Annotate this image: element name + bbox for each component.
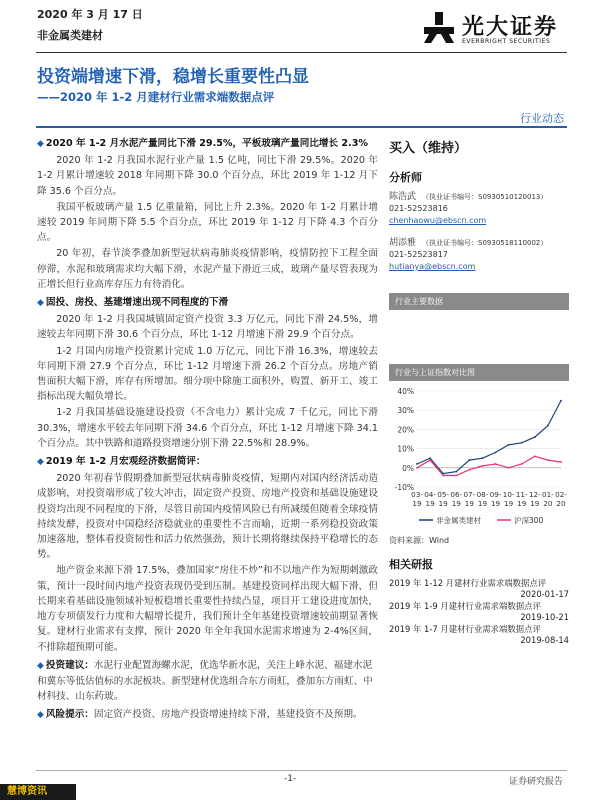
diamond-icon: ◆ bbox=[37, 660, 44, 671]
x-tick-label: 19 bbox=[517, 499, 527, 508]
body-paragraph: 地产资金来源下滑 17.5%，叠加国家“房住不炒”和不以地产作为短期刺激政策，预计一段时间内地产投资表现仍受到压制。基建投资同样出现大幅下滑，但长期来看基础设施领域补短板稳增长重要性持续凸显，项目开工建设进度加快，地方专项债发行力度和大幅增长提升，我们预计全年基建投资增速较前期显著恢复。建材行业需求有支撑，预计 2020 年全年我国水泥需求增速为 2-4%区间，不排除超预期可能。 bbox=[37, 565, 378, 653]
y-tick-label: 40% bbox=[397, 387, 414, 396]
analyst-name: 胡添雅 bbox=[389, 238, 417, 248]
y-tick-label: 10% bbox=[397, 444, 414, 454]
x-tick-label: 11- bbox=[515, 490, 528, 499]
header-divider bbox=[36, 52, 567, 53]
body-paragraph: 20 年初，春节淡季叠加新型冠状病毒肺炎疫情影响，疫情防控下工程全面停滞，水泥和玻璃需求均大幅下滑，水泥产量下滑近三成，玻璃产量尽管表现为正增长但行业高库存压力有待消化。 bbox=[37, 248, 378, 290]
data-point bbox=[455, 471, 457, 473]
title-divider bbox=[36, 126, 567, 128]
x-tick-label: 08- bbox=[476, 490, 489, 499]
related-report-link[interactable]: 2019 年 1-9 月建材行业需求端数据点评 bbox=[389, 601, 541, 611]
data-point bbox=[534, 455, 536, 457]
y-tick-label: -10% bbox=[394, 483, 414, 492]
data-point bbox=[429, 459, 431, 461]
body-paragraph: 1-2 月国内房地产投资累计完成 1.0 万亿元，同比下滑 16.3%，增速较去年同期下滑 27.9 个百分点，环比 1-12 月增速下滑 26.2 个百分点。房地产销售面积大幅下滑，库存有所增加。细分项中除施工面积外，购置、新开工、竣工指标出现大幅负增长。 bbox=[37, 345, 378, 403]
data-point bbox=[521, 463, 523, 465]
related-report-date: 2019-08-14 bbox=[520, 635, 569, 645]
section-heading: ◆ 风险提示：固定资产投资、房地产投资增速持续下滑，基建投资不及预期。 bbox=[37, 709, 363, 721]
comparison-chart bbox=[389, 383, 569, 533]
data-point bbox=[560, 400, 562, 402]
x-tick-label: 02- bbox=[555, 490, 567, 499]
data-point bbox=[416, 467, 418, 469]
x-tick-label: 04- bbox=[424, 490, 436, 499]
related-heading: 相关研报 bbox=[389, 558, 433, 571]
x-tick-label: 19 bbox=[464, 499, 474, 508]
rating-label: 买入（维持） bbox=[389, 141, 468, 156]
diamond-icon: ◆ bbox=[37, 710, 44, 721]
analyst-card bbox=[389, 237, 569, 273]
data-point bbox=[508, 444, 510, 446]
x-tick-label: 03- bbox=[411, 490, 423, 499]
x-tick-label: 19 bbox=[412, 499, 422, 508]
data-point bbox=[560, 461, 562, 463]
y-tick-label: 20% bbox=[397, 425, 414, 435]
diamond-icon: ◆ bbox=[37, 139, 44, 149]
x-tick-label: 19 bbox=[530, 499, 540, 508]
x-tick-label: 19 bbox=[438, 499, 448, 508]
x-tick-label: 20 bbox=[543, 499, 553, 508]
y-tick-label: 0% bbox=[402, 463, 414, 473]
sector-label: 非金属类建材 bbox=[37, 29, 103, 42]
chart-box-header: 行业与上证指数对比图 bbox=[389, 364, 569, 381]
body-paragraph: 2020 年 1-2 月我国城镇固定资产投资 3.3 万亿元，同比下滑 24.5%，增速较去年同期下滑 30.6 个百分点，环比 1-12 月增速下滑 29.9 个百分点。 bbox=[37, 314, 378, 341]
x-tick-label: 20 bbox=[556, 499, 566, 508]
analyst-card bbox=[389, 191, 569, 227]
data-point bbox=[508, 467, 510, 469]
analyst-phone: 021-52523816 bbox=[389, 204, 448, 213]
data-point bbox=[482, 465, 484, 467]
body-paragraph: 2020 年初春节假期叠加新型冠状病毒肺炎疫情，短期内对国内经济活动造成影响，对投资端形成了较大冲击，固定资产投资、房地产投资和基础设施建设投资均出现不同程度的下滑，尽管目前国内疫情风险已有所减缓但随着全球疫情持续发酵，投资对中国稳经济稳就业的重要性不言而喻，近期一系列稳投资政策加速落地，整体看投资韧性和活力依然强劲，预计长期将继续保持平稳增长的态势。 bbox=[37, 473, 378, 561]
data-point bbox=[534, 436, 536, 438]
x-tick-label: 01- bbox=[542, 490, 554, 499]
data-point bbox=[495, 463, 497, 465]
indicator-box-header: 行业主要数据 bbox=[389, 293, 569, 310]
analyst-phone: 021-52523817 bbox=[389, 250, 448, 259]
analyst-license: （执业证书编号：S0930518110002） bbox=[422, 239, 548, 247]
broker-logo bbox=[422, 10, 572, 50]
broker-logo-icon bbox=[422, 10, 456, 44]
section-heading: ◆ 2019 年 1-2 月宏观经济数据简评： bbox=[37, 456, 206, 468]
comparison-chart-svg bbox=[389, 383, 569, 531]
x-tick-label: 09- bbox=[489, 490, 502, 499]
footer-divider bbox=[36, 770, 567, 771]
x-tick-label: 19 bbox=[477, 499, 488, 508]
x-tick-label: 05- bbox=[437, 490, 450, 499]
data-point bbox=[468, 459, 470, 461]
data-point bbox=[495, 452, 497, 454]
x-tick-label: 19 bbox=[504, 499, 514, 508]
data-point bbox=[416, 463, 418, 465]
report-date: 2020 年 3 月 17 日 bbox=[37, 8, 143, 21]
data-point bbox=[442, 475, 444, 477]
report-title: 投资端增速下滑，稳增长重要性凸显 bbox=[37, 67, 309, 87]
data-point bbox=[429, 457, 431, 459]
data-point bbox=[547, 425, 549, 427]
analyst-license: （执业证书编号：S0930510120013） bbox=[422, 193, 548, 201]
broker-logo-cn: 光大证券 bbox=[462, 14, 559, 40]
related-report-date: 2019-10-21 bbox=[520, 612, 569, 622]
chart-source: 资料来源：Wind bbox=[389, 536, 450, 545]
data-point bbox=[547, 459, 549, 461]
series-line-index bbox=[417, 456, 561, 475]
data-point bbox=[482, 457, 484, 459]
section-heading: ◆ 固投、房投、基建增速出现不同程度的下滑 bbox=[37, 297, 229, 309]
series-line-sector bbox=[417, 401, 561, 474]
x-tick-label: 19 bbox=[451, 499, 461, 508]
body-paragraph: 我国平板玻璃产量 1.5 亿重量箱，同比上升 2.3%。2020 年 1-2 月累计增速较 2019 年同期下降 5.5 个百分点，环比 2019 年 1-12 月下降 4.3 个百分点。 bbox=[37, 201, 378, 244]
page-number: -1- bbox=[284, 774, 297, 784]
x-tick-label: 10- bbox=[502, 490, 515, 499]
analyst-email-link[interactable]: chenhaowu@ebscn.com bbox=[389, 216, 487, 225]
analyst-heading: 分析师 bbox=[389, 171, 422, 184]
related-report-date: 2020-01-17 bbox=[520, 589, 569, 599]
footer-label: 证券研究报告 bbox=[509, 777, 564, 787]
diamond-icon: ◆ bbox=[37, 457, 44, 468]
report-subtitle: ——2020 年 1-2 月建材行业需求端数据点评 bbox=[37, 90, 275, 104]
x-tick-label: 19 bbox=[490, 499, 501, 508]
data-point bbox=[521, 442, 523, 444]
watermark: 慧博资讯 bbox=[0, 784, 76, 800]
report-type: 行业动态 bbox=[520, 112, 564, 125]
section-heading: ◆ 2020 年 1-2 月水泥产量同比下滑 29.5%，平板玻璃产量同比增长 2.3% bbox=[37, 138, 369, 149]
body-paragraph: 2020 年 1-2 月我国水泥行业产量 1.5 亿吨，同比下滑 29.5%。2020 年 1-2 月累计增速较 2018 年同期下降 30.0 个百分点，环比 2019 年 1-12 月下降 35.6 个百分点。 bbox=[37, 155, 378, 197]
x-tick-label: 19 bbox=[425, 499, 435, 508]
analyst-email-link[interactable]: hutianya@ebscn.com bbox=[389, 262, 476, 271]
x-tick-label: 07- bbox=[463, 490, 476, 499]
related-report-link[interactable]: 2019 年 1-7 月建材行业需求端数据点评 bbox=[389, 624, 541, 634]
broker-logo-en: EVERBRIGHT SECURITIES bbox=[462, 38, 551, 45]
report-body bbox=[37, 133, 378, 724]
x-tick-label: 12- bbox=[528, 490, 541, 499]
diamond-icon: ◆ bbox=[37, 298, 44, 309]
body-paragraph: 1-2 月我国基础设施建设投资（不含电力）累计完成 7 千亿元，同比下滑 30.3%，增速水平较去年同期下滑 34.6 个百分点，环比 1-12 月增速下降 34.1 个百分点。其中铁路和道路投资增速分别下滑 22.5%和 28.9%。 bbox=[37, 407, 378, 449]
data-point bbox=[455, 475, 457, 477]
related-report-link[interactable]: 2019 年 1-12 月建材行业需求端数据点评 bbox=[389, 578, 547, 588]
indicator-box-body bbox=[389, 310, 569, 364]
legend-label: 沪深300 bbox=[514, 516, 544, 525]
section-heading: ◆ 投资建议：水泥行业配置海螺水泥，优选华新水泥，关注上峰水泥、福建水泥和冀东等低估值标的水泥板块。新型建材优选组合东方雨虹，叠加东方雨虹、中材科技、山东药玻。 bbox=[37, 659, 373, 703]
legend-label: 非金属类建材 bbox=[436, 516, 481, 525]
analyst-name: 陈浩武 bbox=[389, 192, 417, 202]
related-list bbox=[389, 578, 569, 646]
y-tick-label: 30% bbox=[397, 406, 414, 416]
sidebar bbox=[389, 133, 569, 647]
data-point bbox=[468, 469, 470, 471]
x-tick-label: 06- bbox=[450, 490, 463, 499]
